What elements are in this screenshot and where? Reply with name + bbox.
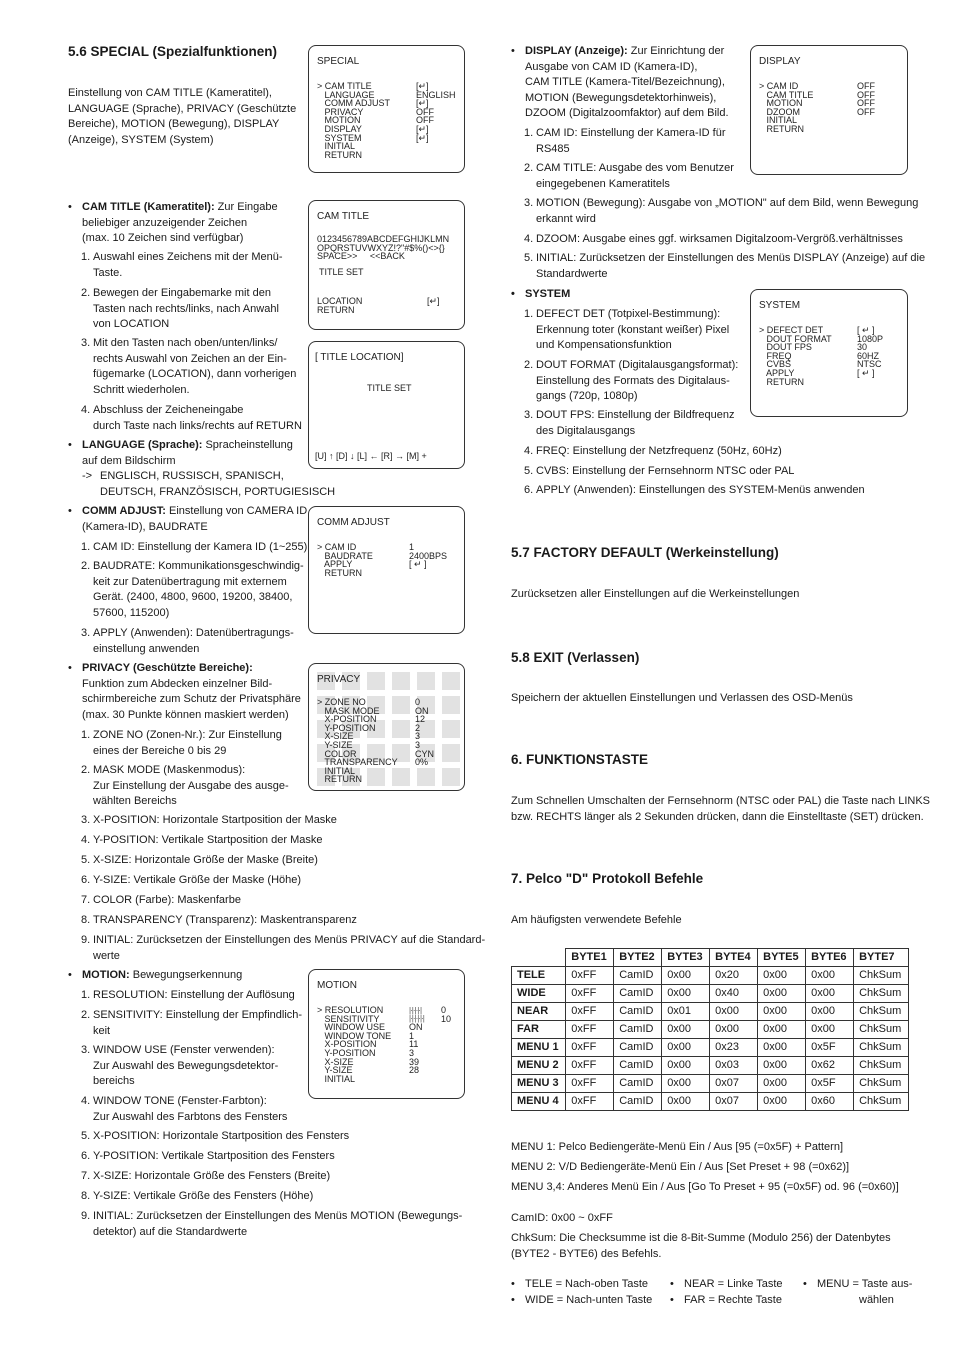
table-cell: 0x62 — [806, 1057, 854, 1075]
section-6-text: Zum Schnellen Umschalten der Fernsehnorm (NTSC oder PAL) die Taste nach LINKS bzw. RECHTS länger als 2 Sekunden drücken, dann die Einstelltaste (SET) drücken. — [511, 795, 930, 823]
table-cell: 0x00 — [758, 1075, 806, 1093]
privacy-item-1: 1. ZONE NO (Zonen-Nr.): Zur Einstellung eines der Bereiche 0 bis 29 — [81, 729, 282, 757]
table-cell: 0x23 — [710, 1039, 758, 1057]
table-cell: 0xFF — [566, 1003, 614, 1021]
table-cell: 0x5F — [806, 1039, 854, 1057]
motion-bullet: • MOTION: Bewegungserkennung — [68, 969, 243, 981]
motion-item-8: 8. Y-SIZE: Vertikale Größe des Fensters (Höhe) — [81, 1190, 314, 1202]
camtitle-item-1: 1. Auswahl eines Zeichens mit der Menü- Taste. — [81, 251, 283, 279]
table-cell: 0x00 — [662, 967, 710, 985]
osd-comm-screen: COMM ADJUST > CAM ID BAUDRATE APPLY RETURN 1 2400BPS [ ↵ ] — [308, 506, 465, 634]
table-cell: 0x00 — [662, 1075, 710, 1093]
osd-title: SPECIAL — [317, 56, 360, 67]
row-label: WIDE — [512, 985, 566, 1003]
system-item-4: 4. FREQ: Einstellung der Netzfrequenz (50Hz, 60Hz) — [524, 445, 782, 457]
table-cell: ChkSum — [854, 985, 909, 1003]
section-5-7-title: 5.7 FACTORY DEFAULT (Werkeinstellung) — [511, 545, 779, 560]
table-cell: 0x20 — [710, 967, 758, 985]
table-cell: CamID — [614, 1057, 662, 1075]
table-row — [512, 967, 909, 985]
privacy-bullet: • PRIVACY (Geschützte Bereiche): Funktion zum Abdecken einzelner Bild- schirmbereiche zum Schutz der Privatsphäre (max. 30 Punkte können maskiert werden) — [68, 662, 301, 721]
table-cell: 0x00 — [710, 1021, 758, 1039]
table-cell: 0x00 — [758, 1039, 806, 1057]
table-cell: 0x00 — [806, 1003, 854, 1021]
osd-system-screen: SYSTEM > DEFECT DET DOUT FORMAT DOUT FPS FREQ CVBS APPLY RETURN [ ↵ ] 1080P 30 60HZ NTSC [ ↵ ] — [750, 289, 908, 417]
table-cell: 0x00 — [758, 967, 806, 985]
privacy-item-3: 3. X-POSITION: Horizontale Startposition der Maske — [81, 814, 337, 826]
table-cell: 0x00 — [758, 1003, 806, 1021]
privacy-item-7: 7. COLOR (Farbe): Maskenfarbe — [81, 894, 241, 906]
system-item-6: 6. APPLY (Anwenden): Einstellungen des SYSTEM-Menüs anwenden — [524, 484, 865, 496]
table-cell: 0x00 — [710, 1003, 758, 1021]
privacy-item-9: 9. INITIAL: Zurücksetzen der Einstellungen des Menüs PRIVACY auf die Standard- werte — [81, 934, 486, 962]
section-5-6-title: 5.6 SPECIAL (Spezialfunktionen) — [68, 44, 278, 59]
table-cell: ChkSum — [854, 1021, 909, 1039]
table-cell: ChkSum — [854, 1075, 909, 1093]
camtitle-item-4: 4. Abschluss der Zeicheneingabe durch Taste nach links/rechts auf RETURN — [81, 404, 302, 432]
sensitivity-slider-icon: |·|·|·|·|·| — [409, 1014, 424, 1023]
table-cell: 0x00 — [758, 1057, 806, 1075]
privacy-item-4: 4. Y-POSITION: Vertikale Startposition der Maske — [81, 834, 323, 846]
table-row — [512, 1039, 909, 1057]
row-label: NEAR — [512, 1003, 566, 1021]
system-item-3: 3. DOUT FPS: Einstellung der Bildfrequenz des Digitalausgangs — [524, 409, 735, 437]
mask-cell — [417, 768, 435, 786]
motion-item-9: 9. INITIAL: Zurücksetzen der Einstellungen des Menüs MOTION (Bewegungs- detektor) auf die Standardwerte — [81, 1210, 463, 1238]
table-cell: 0x00 — [662, 985, 710, 1003]
table-row — [512, 1003, 909, 1021]
table-cell: CamID — [614, 967, 662, 985]
comm-item-1: 1. CAM ID: Einstellung der Kamera ID (1~255) — [81, 541, 308, 553]
chksum-note: ChkSum: Die Checksumme ist die 8-Bit-Summe (Modulo 256) der Datenbytes (BYTE2 - BYTE6) des Befehls. — [511, 1232, 891, 1260]
mask-cell — [417, 672, 435, 690]
table-cell: 0xFF — [566, 1039, 614, 1057]
osd-camtitle-screen: CAM TITLE 0123456789ABCDEFGHIJKLMN OPQRSTUVWXYZ!?"#$%()<>{} SPACE>> <<BACK TITLE SET LOCATION RETURN [↵] — [308, 200, 465, 330]
table-cell: 0xFF — [566, 967, 614, 985]
row-label: MENU 2 — [512, 1057, 566, 1075]
section-5-8-text: Speichern der aktuellen Einstellungen und Verlassen des OSD-Menüs — [511, 692, 853, 704]
osd-display-screen: DISPLAY > CAM ID CAM TITLE MOTION DZOOM INITIAL RETURN OFF OFF OFF OFF — [750, 45, 908, 175]
osd-title: PRIVACY — [317, 674, 361, 685]
table-cell: 0x00 — [662, 1093, 710, 1111]
display-item-1: 1. CAM ID: Einstellung der Kamera-ID für RS485 — [524, 127, 726, 155]
language-bullet: • LANGUAGE (Sprache): Spracheinstellung auf dem Bildschirm — [68, 439, 293, 467]
table-header-row: BYTE1 BYTE2 BYTE3 BYTE4 BYTE5 BYTE6 BYTE7 — [512, 949, 909, 967]
osd-privacy-screen: PRIVACY > ZONE NO MASK MODE X-POSITION Y-POSITION X-SIZE Y-SIZE COLOR TRANSPARENCY INITIAL RETURN 0 ON 12 2 3 3 CYN 0% — [308, 663, 465, 791]
osd-motion-screen: MOTION > RESOLUTION SENSITIVITY WINDOW USE WINDOW TONE X-POSITION Y-POSITION X-SIZE Y-SIZE INITIAL |·|·|·|·| |·|·|·|·|·| 0 10 ON 1 11 3 39 28 — [308, 969, 465, 1099]
mask-cell — [367, 672, 385, 690]
table-row — [512, 1021, 909, 1039]
osd-values: [↵] ENGLISH [↵] OFF OFF [↵] [↵] — [416, 81, 456, 143]
table-cell: 0x00 — [806, 967, 854, 985]
display-item-4: 4. DZOOM: Ausgabe eines ggf. wirksamen Digitalzoom-Vergröß.verhältnisses — [524, 233, 903, 245]
display-bullet: • DISPLAY (Anzeige): Zur Einrichtung der Ausgabe von CAM ID (Kamera-ID), CAM TITLE (Kamera-Titel/Bezeichnung), MOTION (Bewegungsdetektorhinweis), DZOOM (Digitalzoomfaktor) auf dem Bild. — [511, 45, 729, 120]
row-label: MENU 4 — [512, 1093, 566, 1111]
mask-cell — [392, 672, 410, 690]
osd-special-screen — [308, 45, 465, 173]
table-row — [512, 1075, 909, 1093]
privacy-item-8: 8. TRANSPARENCY (Transparenz): Maskentransparenz — [81, 914, 357, 926]
privacy-item-5: 5. X-SIZE: Horizontale Größe der Maske (Breite) — [81, 854, 318, 866]
table-cell: 0x00 — [758, 1021, 806, 1039]
system-item-2: 2. DOUT FORMAT (Digitalausgangsformat): Einstellung des Formats des Digitalaus- gangs (720p, 1080p) — [524, 359, 739, 403]
table-cell: CamID — [614, 1003, 662, 1021]
table-cell: 0x00 — [662, 1039, 710, 1057]
table-cell: 0xFF — [566, 985, 614, 1003]
comm-item-2: 2. BAUDRATE: Kommunikationsgeschwindig- keit zur Datenübertragung mit externem Gerät. (2400, 4800, 9600, 19200, 38400, 57600, 115200) — [81, 560, 304, 619]
table-cell: 0x03 — [710, 1057, 758, 1075]
table-cell: 0x60 — [806, 1093, 854, 1111]
table-cell: ChkSum — [854, 1039, 909, 1057]
row-label: MENU 1 — [512, 1039, 566, 1057]
table-cell: ChkSum — [854, 1093, 909, 1111]
bullet-dot: • — [68, 201, 72, 213]
comm-item-3: 3. APPLY (Anwenden): Datenübertragungs- einstellung anwenden — [81, 627, 294, 655]
legend-col-2: • NEAR = Linke Taste • FAR = Rechte Taste — [670, 1278, 783, 1306]
osd-title: [ TITLE LOCATION] — [315, 352, 404, 363]
table-cell: 0x07 — [710, 1075, 758, 1093]
display-item-5: 5. INITIAL: Zurücksetzen der Einstellungen des Menüs DISPLAY (Anzeige) auf die Standardwerte — [524, 252, 926, 280]
system-item-1: 1. DEFECT DET (Totpixel-Bestimmung): Erkennung toter (konstant weißer) Pixel und Kompensationsfunktion — [524, 308, 730, 352]
table-cell: 0x00 — [662, 1021, 710, 1039]
row-label: TELE — [512, 967, 566, 985]
table-row — [512, 1093, 909, 1111]
section-5-6-intro: Einstellung von CAM TITLE (Kameratitel), LANGUAGE (Sprache), PRIVACY (Geschützte Bereiche), MOTION (Bewegung), DISPLAY (Anzeige), SYSTEM (System) — [68, 87, 297, 146]
menu-notes: MENU 1: Pelco Bediengeräte-Menü Ein / Aus [95 (=0x5F) + Pattern] MENU 2: V/D Bediengeräte-Menü Ein / Aus [Set Preset + 98 (=0x62)] MENU 3,4: Anderes Menü Ein / Aus [Go To Preset + 95 (=0x5F) od. 96 (=0x60)] — [511, 1141, 899, 1193]
table-cell: CamID — [614, 1021, 662, 1039]
motion-item-5: 5. X-POSITION: Horizontale Startposition des Fensters — [81, 1130, 350, 1142]
table-cell: CamID — [614, 1039, 662, 1057]
section-7-title: 7. Pelco "D" Protokoll Befehle — [511, 871, 704, 886]
table-cell: 0x00 — [662, 1057, 710, 1075]
table-cell: 0x5F — [806, 1075, 854, 1093]
camid-note: CamID: 0x00 ~ 0xFF — [511, 1212, 613, 1224]
table-cell: CamID — [614, 1093, 662, 1111]
osd-title: SYSTEM — [759, 300, 801, 311]
legend-col-3: • MENU = Taste aus- wählen — [803, 1278, 913, 1306]
camtitle-bullet: • CAM TITLE (Kameratitel): Zur Eingabe beliebiger anzuzeigender Zeichen (max. 10 Zeichen sind verfügbar) — [68, 201, 278, 245]
table-row — [512, 985, 909, 1003]
table-cell: 0xFF — [566, 1021, 614, 1039]
row-label: MENU 3 — [512, 1075, 566, 1093]
display-item-3: 3. MOTION (Bewegung): Ausgabe von „MOTION" auf dem Bild, wenn Bewegung erkannt wird — [524, 197, 919, 225]
mask-cell — [442, 720, 460, 738]
table-cell: ChkSum — [854, 967, 909, 985]
motion-item-4: 4. WINDOW TONE (Fenster-Farbton): Zur Auswahl des Farbtons des Fensters — [81, 1095, 288, 1123]
section-7-intro: Am häufigsten verwendete Befehle — [511, 914, 682, 926]
display-item-2: 2. CAM TITLE: Ausgabe des vom Benutzer eingegebenen Kameratitels — [524, 162, 734, 190]
osd-lines: > CAM TITLE LANGUAGE COMM ADJUST PRIVACY MOTION DISPLAY SYSTEM INITIAL RETURN — [317, 81, 391, 160]
motion-item-2: 2. SENSITIVITY: Einstellung der Empfindlich- keit — [81, 1009, 303, 1037]
table-cell: 0x00 — [758, 1093, 806, 1111]
privacy-item-6: 6. Y-SIZE: Vertikale Größe der Maske (Höhe) — [81, 874, 302, 886]
table-cell: ChkSum — [854, 1057, 909, 1075]
row-label: FAR — [512, 1021, 566, 1039]
osd-titlelocation-screen: [ TITLE LOCATION] TITLE SET [U] ↑ [D] ↓ [L] ← [R] → [M] + — [308, 341, 465, 469]
motion-item-7: 7. X-SIZE: Horizontale Größe des Fensters (Breite) — [81, 1170, 331, 1182]
section-5-8-title: 5.8 EXIT (Verlassen) — [511, 650, 640, 665]
section-5-7-text: Zurücksetzen aller Einstellungen auf die Werkeinstellungen — [511, 588, 800, 600]
mask-cell — [442, 768, 460, 786]
table-cell: CamID — [614, 1075, 662, 1093]
table-cell: 0x00 — [806, 1021, 854, 1039]
table-cell: 0x01 — [662, 1003, 710, 1021]
table-cell: 0xFF — [566, 1075, 614, 1093]
table-cell: 0x07 — [710, 1093, 758, 1111]
motion-item-6: 6. Y-POSITION: Vertikale Startposition des Fensters — [81, 1150, 335, 1162]
comm-bullet: • COMM ADJUST: Einstellung von CAMERA ID (Kamera-ID), BAUDRATE — [68, 505, 308, 533]
motion-item-3: 3. WINDOW USE (Fenster verwenden): Zur Auswahl des Bewegungsdetektor- bereichs — [81, 1044, 279, 1088]
pelco-command-table — [511, 948, 909, 1111]
mask-cell — [442, 744, 460, 762]
section-6-title: 6. FUNKTIONSTASTE — [511, 752, 649, 767]
mask-cell — [442, 672, 460, 690]
table-cell: ChkSum — [854, 1003, 909, 1021]
legend-col-1: • TELE = Nach-oben Taste • WIDE = Nach-unten Taste — [511, 1278, 653, 1306]
table-cell: 0x40 — [710, 985, 758, 1003]
table-row — [512, 1057, 909, 1075]
camtitle-item-3: 3. Mit den Tasten nach oben/unten/links/ rechts Auswahl von Zeichen an der Ein- fügemarke (LOCATION), dann vorherigen Schritt wiederholen. — [81, 337, 297, 396]
system-item-5: 5. CVBS: Einstellung der Fernsehnorm NTSC oder PAL — [524, 465, 795, 477]
resolution-slider-icon: |·|·|·|·| — [409, 1006, 422, 1015]
privacy-item-2: 2. MASK MODE (Maskenmodus): Zur Einstellung der Ausgabe des ausge- wählten Bereichs — [81, 764, 289, 808]
osd-title: COMM ADJUST — [317, 517, 390, 528]
osd-title: DISPLAY — [759, 56, 801, 67]
mask-cell — [442, 696, 460, 714]
table-cell: 0xFF — [566, 1093, 614, 1111]
osd-title: MOTION — [317, 980, 357, 991]
table-cell: CamID — [614, 985, 662, 1003]
table-cell: 0x00 — [806, 985, 854, 1003]
camtitle-item-2: 2. Bewegen der Eingabemarke mit den Tasten nach rechts/links, nach Anwahl von LOCATION — [81, 287, 279, 331]
table-cell: 0x00 — [758, 985, 806, 1003]
motion-item-1: 1. RESOLUTION: Einstellung der Auflösung — [81, 989, 295, 1001]
system-bullet: • SYSTEM — [511, 288, 571, 300]
osd-title: CAM TITLE — [317, 211, 370, 222]
language-list: -> ENGLISCH, RUSSISCH, SPANISCH, DEUTSCH, FRANZÖSISCH, PORTUGIESISCH — [82, 470, 336, 498]
table-cell: 0xFF — [566, 1057, 614, 1075]
